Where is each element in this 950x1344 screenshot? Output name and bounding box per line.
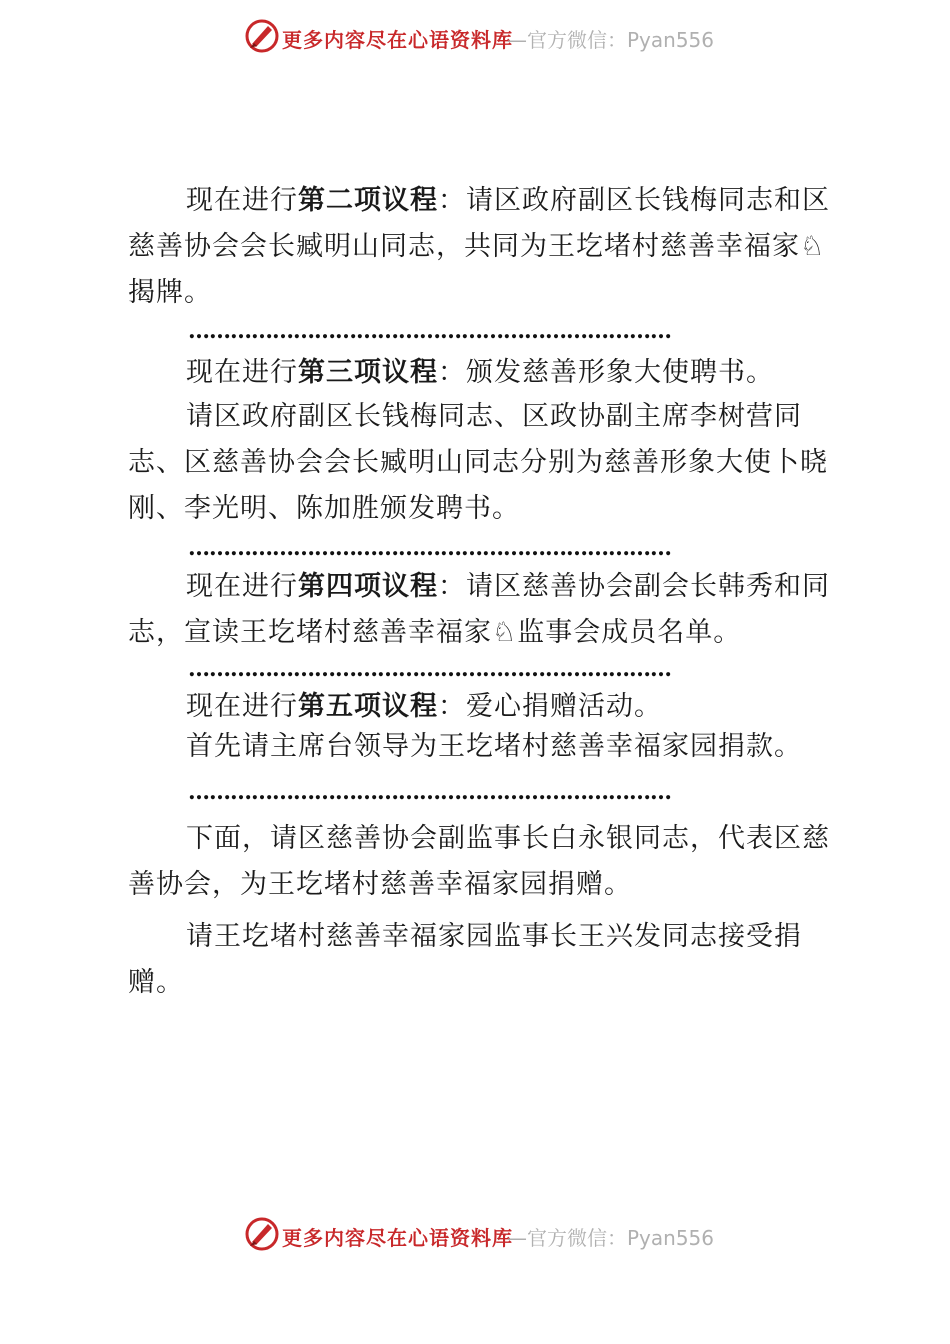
header-banner [0,16,950,56]
agenda-lead: 现在进行 [186,357,298,388]
agenda-body: 爱心捐赠活动。 [466,691,662,722]
agenda-colon: ： [438,691,466,722]
agenda-body: 请区政府副区长钱梅同志和区慈善协会会长臧明山同志，共同为王圪堵村慈善幸福家♘揭牌。 [128,185,830,308]
agenda-lead: 现在进行 [186,691,298,722]
header-contact: —官方微信：Pyan556 [507,28,715,52]
paragraph [128,724,848,770]
ellipsis-divider: …………………………………………………………… [188,779,671,805]
agenda-colon: ： [438,571,466,602]
paragraph-text: 请王圪堵村慈善幸福家园监事长王兴发同志接受捐赠。 [128,921,802,998]
agenda-lead: 现在进行 [186,185,298,216]
agenda-title: 第二项议程 [298,185,438,216]
paragraph [128,914,848,1006]
ellipsis-divider: …………………………………………………………… [188,535,671,561]
agenda-body: 请区慈善协会副会长韩秀和同志，宣读王圪堵村慈善幸福家♘监事会成员名单。 [128,571,830,648]
agenda-colon: ： [438,185,466,216]
agenda-colon: ： [438,357,466,388]
paragraph-text: 下面，请区慈善协会副监事长白永银同志，代表区慈善协会，为王圪堵村慈善幸福家园捐赠。 [128,823,830,900]
agenda-body: 颁发慈善形象大使聘书。 [466,357,774,388]
paragraph-text: 请区政府副区长钱梅同志、区政协副主席李树营同志、区慈善协会会长臧明山同志分别为慈善形象大使卜晓刚、李光明、陈加胜颁发聘书。 [128,401,828,524]
agenda-title: 第四项议程 [298,571,438,602]
agenda-title: 第三项议程 [298,357,438,388]
pen-logo-icon [244,18,280,54]
footer-banner [0,1214,950,1254]
footer-contact: —官方微信：Pyan556 [507,1226,715,1250]
ellipsis-divider: …………………………………………………………… [188,656,671,682]
agenda-lead: 现在进行 [186,571,298,602]
paragraph-text: 首先请主席台领导为王圪堵村慈善幸福家园捐款。 [186,731,802,762]
agenda-item-2 [128,178,848,316]
agenda-title: 第五项议程 [298,691,438,722]
paragraph [128,394,848,532]
pen-logo-icon [244,1216,280,1252]
ellipsis-divider: …………………………………………………………… [188,318,671,344]
header-slogan: 更多内容尽在心语资料库 [282,28,513,52]
agenda-item-3 [128,350,848,396]
agenda-item-4 [128,564,848,656]
paragraph [128,816,848,908]
footer-slogan: 更多内容尽在心语资料库 [282,1226,513,1250]
